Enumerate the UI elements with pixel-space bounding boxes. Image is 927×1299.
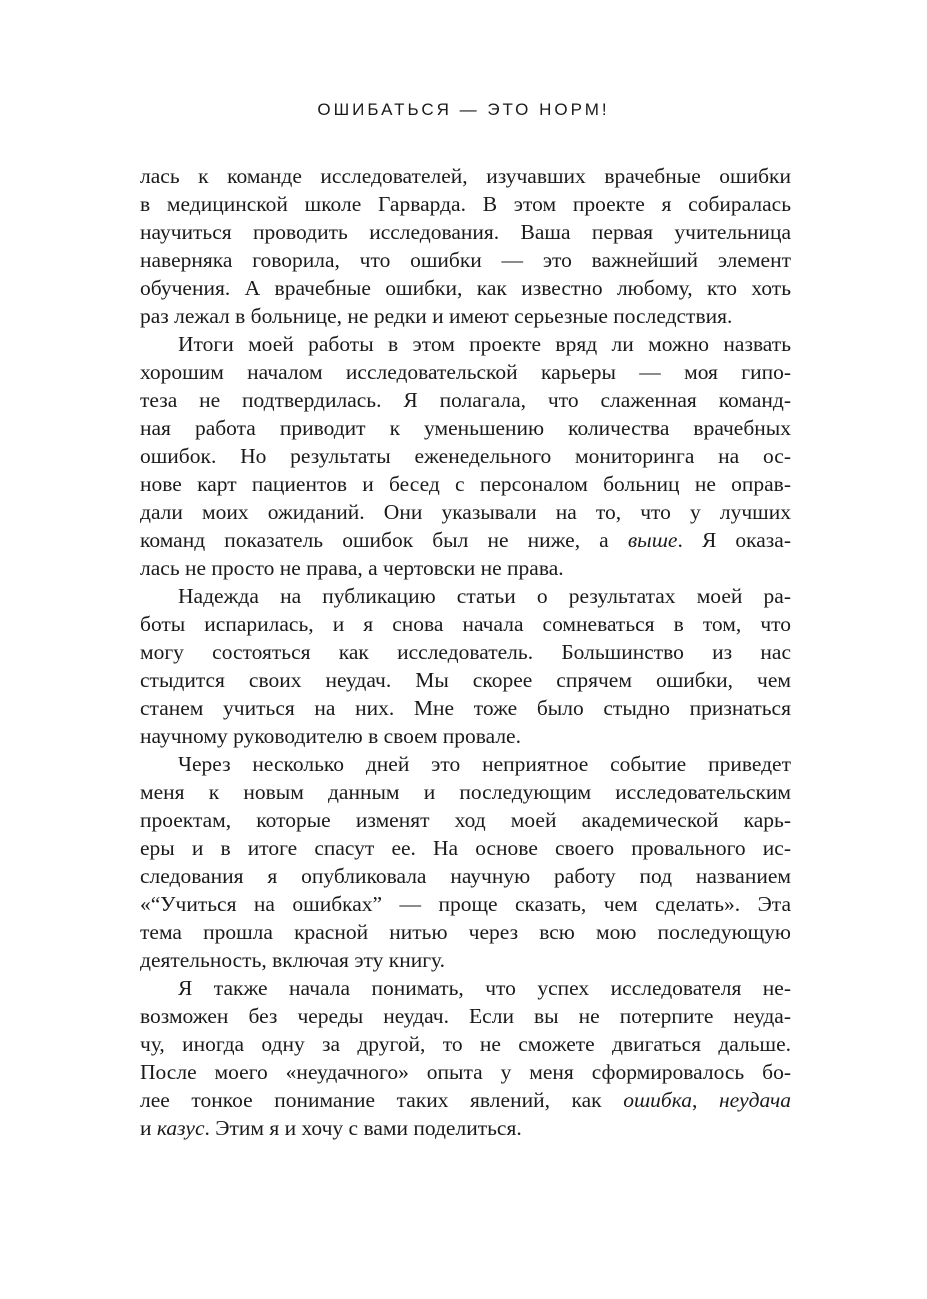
text-line: нове карт пациентов и бесед с персоналом больниц не оправ- — [140, 472, 791, 496]
text-segment: , — [692, 1088, 719, 1112]
text-line: могу состояться как исследователь. Большинство из нас — [140, 640, 791, 664]
text-line: еры и в итоге спасут ее. На основе своего провального ис- — [140, 836, 791, 860]
text-line: стыдится своих неудач. Мы скорее спрячем ошибки, чем — [140, 668, 791, 692]
text-line: хорошим началом исследовательской карьеры — моя гипо- — [140, 360, 791, 384]
text-line: обучения. А врачебные ошибки, как известно любому, кто хоть — [140, 276, 791, 300]
text-line: раз лежал в больнице, не редки и имеют серьезные последствия. — [140, 304, 733, 328]
paragraph-4 — [140, 750, 791, 974]
text-line: «“Учиться на ошибках” — проще сказать, чем сделать». Эта — [140, 892, 791, 916]
text-line: лась к команде исследователей, изучавших врачебные ошибки — [140, 164, 791, 188]
text-line: боты испарилась, и я снова начала сомневаться в том, что — [140, 612, 791, 636]
text-line: наверняка говорила, что ошибки — это важнейший элемент — [140, 248, 791, 272]
text-line: чу, иногда одну за другой, то не сможете двигаться дальше. — [140, 1032, 791, 1056]
text-line: научиться проводить исследования. Ваша первая учительница — [140, 220, 791, 244]
text-line: Итоги моей работы в этом проекте вряд ли можно назвать — [178, 332, 791, 356]
text-line — [140, 1086, 791, 1114]
running-head: ОШИБАТЬСЯ — ЭТО НОРМ! — [317, 100, 610, 119]
text-line: Через несколько дней это неприятное событие приведет — [178, 752, 791, 776]
text-line: тема прошла красной нитью через всю мою последующую — [140, 920, 791, 944]
text-line: проектам, которые изменят ход моей академической карь- — [140, 808, 791, 832]
text-line: дали моих ожиданий. Они указывали на то, что у лучших — [140, 500, 791, 524]
text-line: ошибок. Но результаты еженедельного мониторинга на ос- — [140, 444, 791, 468]
text-line: меня к новым данным и последующим исследовательским — [140, 780, 791, 804]
text-line: следования я опубликовала научную работу под названием — [140, 864, 791, 888]
text-segment: лее тонкое понимание таких явлений, как — [140, 1088, 624, 1112]
emphasis-text: казус — [156, 1116, 205, 1140]
paragraph-5 — [140, 974, 791, 1142]
text-segment: . Я оказа- — [677, 528, 791, 552]
text-line: ная работа приводит к уменьшению количества врачебных — [140, 416, 791, 440]
text-line: деятельность, включая эту книгу. — [140, 948, 446, 972]
text-line: в медицинской школе Гарварда. В этом проекте я собиралась — [140, 192, 791, 216]
emphasis-text: ошибка — [623, 1088, 693, 1112]
emphasis-text: выше — [627, 528, 678, 552]
text-line: станем учиться на них. Мне тоже было стыдно признаться — [140, 696, 791, 720]
emphasis-text: неудача — [718, 1088, 791, 1112]
text-line — [140, 1114, 791, 1142]
text-line: научному руководителю в своем провале. — [140, 724, 521, 748]
text-line: лась не просто не права, а чертовски не права. — [140, 556, 564, 580]
text-segment: команд показатель ошибок был не ниже, а — [140, 528, 628, 552]
text-line: Надежда на публикацию статьи о результатах моей ра- — [178, 584, 791, 608]
paragraph-3 — [140, 582, 791, 750]
paragraph-1 — [140, 162, 791, 330]
text-line: теза не подтвердилась. Я полагала, что слаженная команд- — [140, 388, 791, 412]
body-text — [140, 162, 791, 1142]
text-segment: . Этим я и хочу с вами поделиться. — [204, 1116, 522, 1140]
paragraph-2 — [140, 330, 791, 582]
text-line: Я также начала понимать, что успех исследователя не- — [178, 976, 791, 1000]
text-segment: и — [140, 1116, 157, 1140]
text-line: возможен без череды неудач. Если вы не потерпите неуда- — [140, 1004, 791, 1028]
text-line — [140, 526, 791, 554]
text-line: После моего «неудачного» опыта у меня сформировалось бо- — [140, 1060, 791, 1084]
